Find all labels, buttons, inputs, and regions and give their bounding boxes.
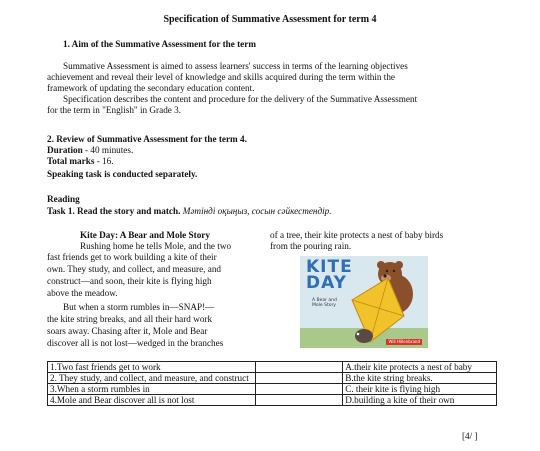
table-row — [48, 395, 497, 406]
aim-line-5: for the term in "English" in Grade 3. — [47, 105, 182, 115]
story-line-9: discover all is not lost—wedged in the branches — [47, 338, 224, 348]
right-cell-3: C. their kite is flying high — [343, 384, 497, 395]
story-right-line-2: from the pouring rain. — [270, 241, 352, 251]
story-line-7: the kite string breaks, and all their hard work — [47, 314, 213, 324]
left-cell-4: 4.Mole and Bear discover all is not lost — [48, 395, 256, 406]
document-title: Specification of Summative Assessment for term 4 — [163, 14, 377, 25]
right-cell-2: B.the kite string breaks. — [343, 373, 497, 384]
left-cell-2: 2. They study, and collect, and measure, and construct — [48, 373, 256, 384]
total-marks-label: Total marks — [47, 156, 95, 166]
left-cell-3: 3.When a storm rumbles in — [48, 384, 256, 395]
table-row — [48, 362, 497, 373]
total-marks-line — [47, 156, 114, 167]
aim-line-3: framework of updating the secondary education content. — [47, 83, 255, 93]
story-line-2: fast friends get to work building a kite of their — [47, 252, 217, 262]
story-line-6: But when a storm rumbles in—SNAP!— — [63, 302, 215, 312]
task-1-instruction — [47, 206, 332, 217]
cover-title-kite: KITE — [306, 257, 353, 277]
table-row — [48, 373, 497, 384]
duration-label: Duration — [47, 145, 83, 155]
speaking-note: Speaking task is conducted separately. — [47, 169, 198, 179]
aim-line-1: Summative Assessment is aimed to assess learners' success in terms of the learning objectives — [63, 61, 408, 71]
aim-line-2: achievement and reveal their level of knowledge and skills acquired during the term within the — [47, 72, 395, 82]
matching-table — [47, 361, 497, 406]
story-title: Kite Day: A Bear and Mole Story — [80, 230, 210, 240]
reading-heading: Reading — [47, 194, 80, 204]
book-cover-image — [300, 256, 428, 348]
answer-cell-2[interactable] — [256, 373, 343, 384]
story-line-3: own. They study, and collect, and measure, and — [47, 264, 222, 274]
task-1-translation: Мәтінді оқыңыз, сосын сәйкестендір. — [182, 206, 332, 216]
right-cell-4: D.building a kite of their own — [343, 395, 497, 406]
left-cell-1: 1.Two fast friends get to work — [48, 362, 256, 373]
cover-subtitle-2: Mole Story — [312, 303, 336, 308]
answer-cell-3[interactable] — [256, 384, 343, 395]
cover-title-day: DAY — [306, 273, 347, 293]
section-2-heading: 2. Review of Summative Assessment for the term 4. — [47, 134, 247, 144]
right-cell-1: A.their kite protects a nest of baby — [343, 362, 497, 373]
story-line-5: above the meadow. — [47, 288, 118, 298]
marks-box: [4/ ] — [462, 431, 478, 441]
task-1-label: Task 1. Read the story and match. — [47, 206, 181, 216]
duration-value: - 40 minutes. — [82, 145, 134, 155]
answer-cell-4[interactable] — [256, 395, 343, 406]
story-right-line-1: of a tree, their kite protects a nest of baby birds — [270, 230, 444, 240]
aim-line-4: Specification describes the content and procedure for the delivery of the Summative Assessment — [63, 94, 418, 104]
mole-shape — [355, 329, 373, 343]
table-row — [48, 384, 497, 395]
duration-line — [47, 145, 133, 156]
cover-subtitle-1: A Bear and — [312, 298, 337, 303]
story-line-1: Rushing home he tells Mole, and the two — [80, 241, 232, 251]
answer-cell-1[interactable] — [256, 362, 343, 373]
total-marks-value: - 16. — [94, 156, 114, 166]
story-line-8: soars away. Chasing after it, Mole and Bear — [47, 326, 208, 336]
cover-author-badge: Will Hillenbrand — [388, 339, 420, 344]
story-line-4: construct—and soon, their kite is flying high — [47, 276, 212, 286]
section-1-heading: 1. Aim of the Summative Assessment for the term — [63, 39, 256, 49]
